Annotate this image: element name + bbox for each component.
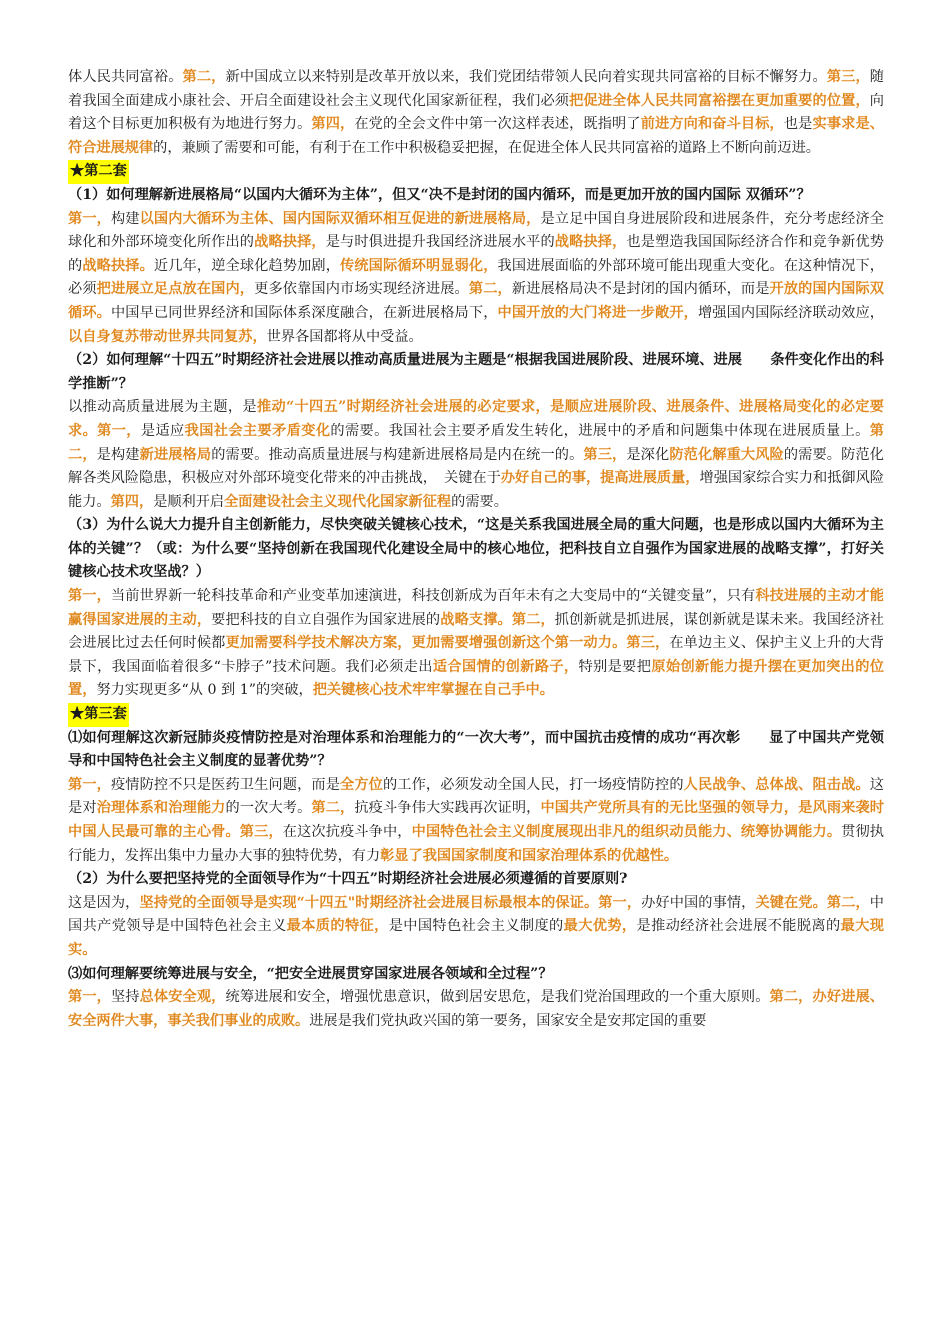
highlighted-text: 总体安全观， [139,989,226,1006]
body-text: 抓创新就是抓进展，谋创新就是谋未来。我国经济社会进展比过去任何时候都 [68,611,884,652]
body-text: 的需要。我国社会主要矛盾发生转化，进展中的矛盾和问题集中体现在进展质量上。 [330,422,870,439]
body-text: 世界各国都将从中受益。 [266,328,423,345]
body-text: 办好中国的事情， [641,894,756,911]
highlighted-text: 全面建设社会主义现代化国家新征程 [224,493,452,510]
highlighted-text: 第四， [311,116,355,133]
highlighted-text: 最本质的特征， [286,918,389,935]
answer-paragraph [68,396,884,514]
answer-paragraph [68,774,884,868]
highlighted-text: 中国特色社会主义制度展现出非凡的组织动员能力、统筹协调能力。 [411,824,842,840]
body-text: 中国共产党领导是中国特色社会主义 [68,894,884,935]
body-text: 是顺利开启 [153,493,225,510]
highlighted-text: 坚持党的全面领导是实现“十四五"时期经济社会进展目标最根本的保证。第一， [139,894,642,911]
body-text: 随着我国全面建成小康社会、开启全面建设社会主义现代化国家新征程，我们必须 [68,69,884,109]
body-text: 的需要。 [451,493,508,510]
highlighted-text: 第四， [110,493,154,510]
highlighted-text: 最大现实。 [68,918,884,958]
body-text: 抗疫斗争伟大实践再次证明， [354,800,541,817]
highlighted-text: 全方位 [340,776,383,793]
highlighted-text: 战略抉择。 [82,257,154,274]
answer-paragraph [68,892,884,963]
body-text: 新进展格局决不是封闭的国内循环，而是 [511,281,770,298]
body-text: 的需要。防范化解各类风险隐患，积极应对外部环境变化带来的冲击挑战， 关键在于 [68,446,884,487]
highlighted-text: 以国内大循环为主体、国内国际双循环相互促进的新进展格局， [139,210,541,227]
body-text: 以推动高质量进展为主题，是 [68,399,257,416]
body-text: 新中国成立以来特别是改革开放以来，我们党团结带领人民向着实现共同富裕的目标不懈努力。 [225,69,827,85]
highlighted-text: 传统国际循环明显弱化， [340,257,498,274]
highlighted-text: 第一， [68,210,111,227]
document-body [68,66,884,1033]
body-text: 统筹进展和安全，增强忧患意识，做到居安思危，是我们党治国理政的一个重大原则。 [225,989,770,1006]
body-text: 中国早已同世界经济和国际体系深度融合，在新进展格局下， [110,304,498,321]
highlighted-text: 彰显了我国国家制度和国家治理体系的优越性。 [380,847,679,864]
highlighted-text: 前进方向和奋斗目标， [640,116,784,133]
body-text: 体人民共同富裕。 [68,69,183,85]
highlighted-text: 第一， [68,776,111,793]
highlighted-text: 推动“十四五”时期经济社会进展的必定要求，是顺应进展阶段、进展条件、进展格局变化的必定要求。第一， [68,399,884,439]
body-text: 坚持 [110,989,140,1006]
question-heading: （2）为什么要把坚持党的全面领导作为“十四五”时期经济社会进展必须遵循的首要原则? [68,871,628,888]
set-heading: ★第三套 [68,703,129,727]
set-heading-row [68,703,884,727]
highlighted-text: 第二， [182,69,226,85]
body-text: 的一次大考。 [225,800,312,817]
question-heading: ⑴如何理解这次新冠肺炎疫情防控是对治理体系和治理能力的“一次大考”，而中国抗击疫情的成功“再次彰 显了中国共产党领导和中国特色社会主义制度的显著优势”？ [68,729,884,770]
body-text: 在单边主义、保护主义上升的大背景下，我国面临着很多“卡脖子”技术问题。我们必须走出 [68,635,884,675]
highlighted-text: 办好自己的事，提高进展质量， [500,470,700,487]
body-text: 构建 [110,210,140,227]
highlighted-text: 第二， [311,800,355,817]
body-text: 增强国内国际经济联动效应， [697,304,884,321]
body-text: 近几年，逆全球化趋势加剧， [153,257,341,274]
body-text: 当前世界新一轮科技革命和产业变革加速演进，科技创新成为百年未有之大变局中的“关键变量”，只有 [110,588,756,605]
body-text: 贯彻执行能力，发挥出集中力量办大事的独特优势，有力 [68,824,884,864]
body-text: 更多依靠国内市场实现经济进展。 [254,281,469,298]
highlighted-text: 中国开放的大门将进一步敞开， [497,304,698,321]
answer-paragraph [68,208,884,350]
body-text: 是构建 [96,446,140,463]
highlighted-text: 第三， [583,446,627,463]
highlighted-text: 原始创新能力提升摆在更加突出的位置， [68,658,884,699]
highlighted-text: 第二， [468,281,512,298]
set-heading: ★第二套 [68,160,129,184]
body-text: 疫情防控不只是医药卫生问题，而是 [110,776,341,793]
body-text: 在党的全会文件中第一次这样表述，既指明了 [354,116,641,133]
body-text: 是推动经济社会进展不能脱离的 [636,918,841,935]
answer-paragraph [68,986,884,1033]
highlighted-text: 第二， [68,422,884,463]
highlighted-text: 把关键核心技术牢牢掌握在自己手中。 [312,682,554,699]
body-text: 进展是我们党执政兴国的第一要务，国家安全是安邦定国的重要 [309,1012,707,1029]
body-text: 是立足中国自身进展阶段和进展条件，充分考虑经济全球化和外部环境变化所作出的 [68,210,884,251]
question-heading: （3）为什么说大力提升自主创新能力，尽快突破关键核心技术，“这是关系我国进展全局的重大问题，也是形成以国内大循环为主体的关键”？（或：为什么要“坚持创新在我国现代化建设全局中的核心地位，把科技自立自强作为国家进展的战略支撑”，打好关键核心技术攻坚战？） [68,517,884,581]
answer-paragraph [68,585,884,703]
highlighted-text: 关键在党。第二， [755,894,870,911]
highlighted-text: 中国共产党所具有的无比坚强的领导力，是风雨来袭时中国人民最可靠的主心骨。第三， [68,800,884,840]
body-text: 是深化 [626,446,670,463]
highlighted-text: 第一， [68,989,111,1006]
highlighted-text: 实事求是、符合进展规律 [68,116,884,156]
question-heading: （1）如何理解新进展格局“以国内大循环为主体”，但又“决不是封闭的国内循环，而是更加开放的国内国际 双循环”？ [68,186,811,203]
highlighted-text: 适合国情的创新路子， [432,658,579,675]
body-text: 在这次抗疫斗争中， [282,824,412,840]
highlighted-text: 最大优势， [563,918,637,935]
body-text: 也是塑造我国国际经济合作和竞争新优势的 [68,234,884,274]
highlighted-text: 把进展立足点放在国内， [96,281,255,298]
highlighted-text: 开放的国内国际双循环。 [68,281,884,321]
highlighted-text: 治理体系和治理能力 [96,800,226,817]
question-heading: （2）如何理解“十四五”时期经济社会进展以推动高质量进展为主题是“根据我国进展阶段、进展环境、进展 条件变化作出的科学推断”？ [68,352,884,392]
body-text: 是适应 [140,422,185,439]
body-text: 我国进展面临的外部环境可能出现重大变化。在这种情况下，必须 [68,257,884,298]
body-text: 特别是要把 [578,658,652,675]
highlighted-text: 新进展格局 [139,446,212,463]
highlighted-text: 防范化解重大风险 [669,446,784,463]
set-heading-row [68,160,884,184]
highlighted-text: 以自身复苏带动世界共同复苏， [68,328,267,345]
highlighted-text: 战略抉择， [254,234,326,251]
body-text: 的工作，必须发动全国人民，打一场疫情防控的 [382,776,684,793]
highlighted-text: 第三， [826,69,870,85]
highlighted-text: 科技进展的主动才能赢得国家进展的主动， [68,588,884,628]
body-text: 的需要。推动高质量进展与构建新进展格局是内在统一的。 [211,446,584,463]
answer-paragraph [68,66,884,160]
highlighted-text: 把促进全体人民共同富裕摆在更加重要的位置， [569,92,870,109]
highlighted-text: 第一， [68,588,111,605]
body-text: 努力实现更多“从 0 到 1”的突破， [96,682,313,699]
body-text: 是中国特色社会主义制度的 [388,918,564,935]
highlighted-text: 人民战争、总体战、阻击战。 [683,776,870,793]
highlighted-text: 第二，办好进展、安全两件大事，事关我们事业的成败。 [68,989,884,1029]
highlighted-text: 战略抉择， [554,234,627,251]
body-text: 这是因为， [68,894,140,911]
body-text: 也是 [783,116,813,133]
highlighted-text: 我国社会主要矛盾变化 [184,422,331,439]
body-text: 要把科技的自立自强作为国家进展的 [211,611,441,628]
question-heading: ⑶如何理解要统筹进展与安全，“把安全进展贯穿国家进展各领域和全过程”？ [68,965,553,982]
body-text: 这是对 [68,776,884,817]
body-text: 增强国家综合实力和抵御风险能力。 [68,470,884,510]
body-text: 向着这个目标更加积极有为地进行努力。 [68,92,884,133]
highlighted-text: 更加需要科学技术解决方案，更加需要增强创新这个第一动力。第三， [225,635,670,652]
body-text: 的，兼顾了需要和可能，有利于在工作中积极稳妥把握，在促进全体人民共同富裕的道路上不断向前迈进。 [153,139,820,156]
highlighted-text: 战略支撑。第二， [440,611,555,628]
body-text: 是与时俱进提升我国经济进展水平的 [325,234,555,251]
